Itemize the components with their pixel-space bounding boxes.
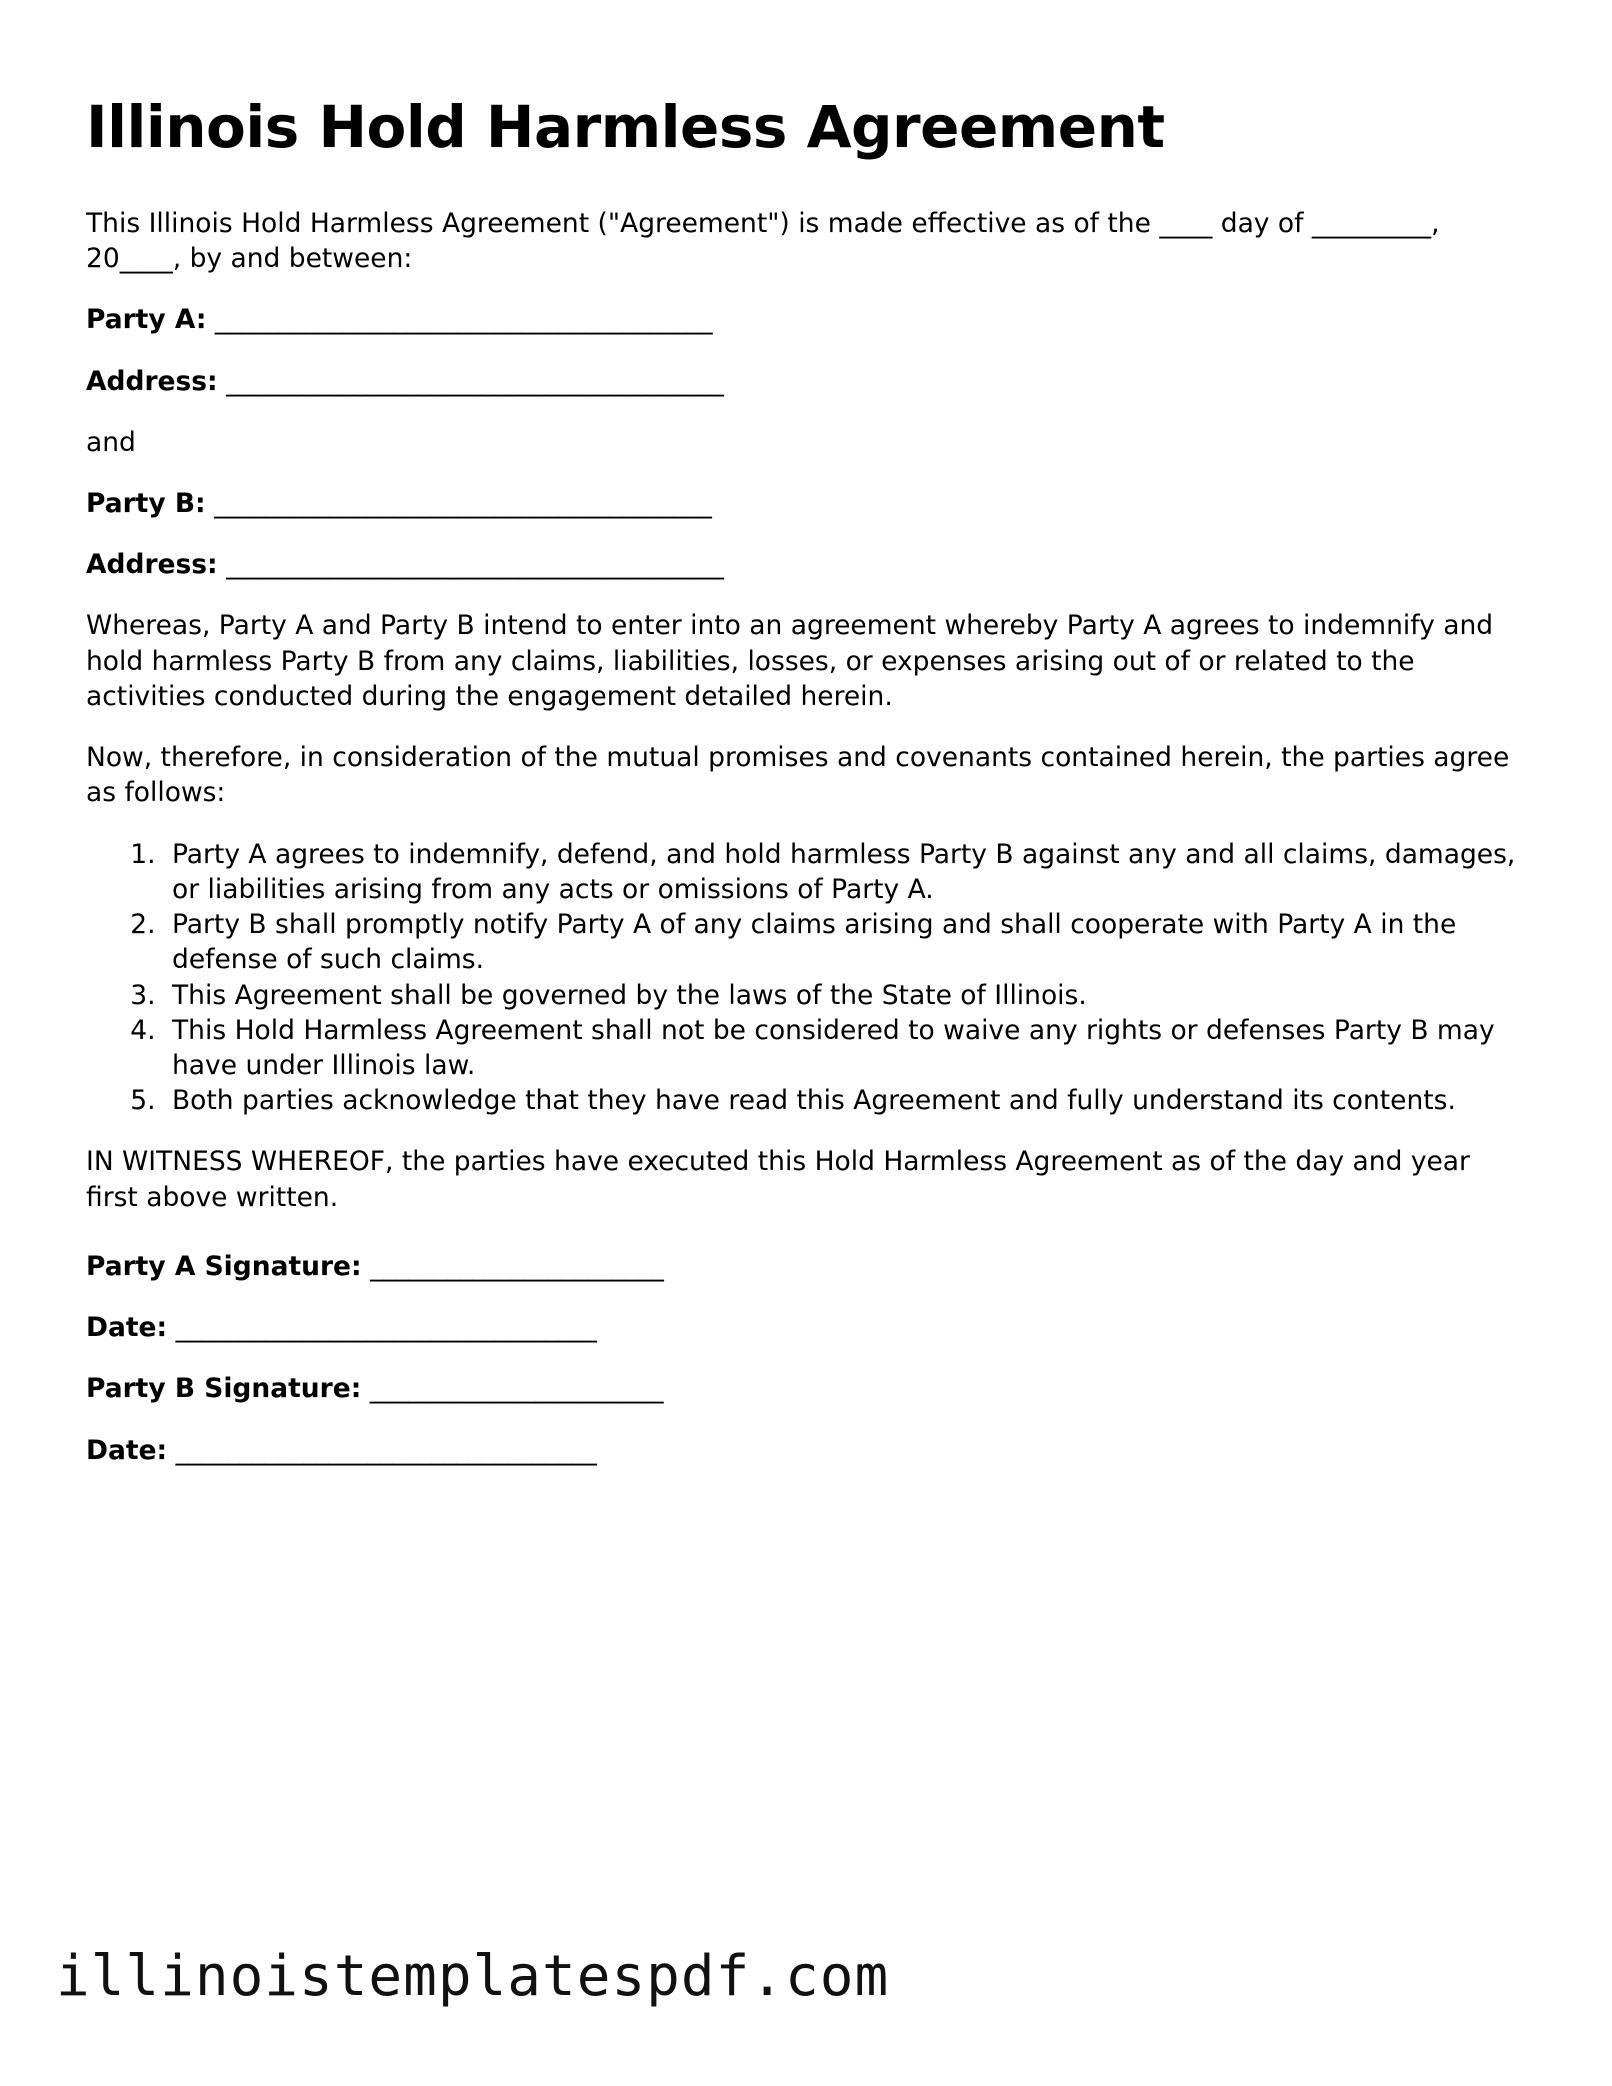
party-b-address-field [86, 547, 1516, 582]
party-b-signature-label: Party B Signature: [86, 1373, 362, 1405]
party-b-field [86, 486, 1516, 521]
party-a-address-input-line[interactable]: _______________________________________ [226, 365, 724, 397]
party-a-signature-label: Party A Signature: [86, 1250, 362, 1282]
footer-watermark: illinoistemplatespdf.com [56, 1944, 890, 2009]
list-item: 5. Both parties acknowledge that they have read this Agreement and fully understand its contents. [164, 1083, 1516, 1118]
party-b-input-line[interactable]: _______________________________________ [214, 487, 712, 519]
party-b-signature-field [86, 1371, 1516, 1406]
party-b-address-input-line[interactable]: _______________________________________ [226, 549, 724, 581]
party-b-date-label: Date: [86, 1434, 168, 1466]
party-b-address-label: Address: [86, 549, 218, 581]
intro-paragraph: This Illinois Hold Harmless Agreement ("Agreement") is made effective as of the ____ day of _________, 20____, by and between: [86, 207, 1440, 275]
now-therefore-paragraph: Now, therefore, in consideration of the mutual promises and covenants contained herein, the parties agree as follows: [86, 742, 1510, 809]
page-title: Illinois Hold Harmless Agreement [86, 93, 1165, 161]
party-a-date-input-line[interactable]: _________________________________ [175, 1312, 597, 1344]
party-a-date-field [86, 1310, 1516, 1345]
conjunction-and: and [86, 426, 136, 458]
list-item: 1. Party A agrees to indemnify, defend, and hold harmless Party B against any and all claims, damages, or liabilities arising from any acts or omissions of Party A. [164, 837, 1516, 907]
witness-paragraph: IN WITNESS WHEREOF, the parties have executed this Hold Harmless Agreement as of the day and year first above written. [86, 1146, 1470, 1213]
list-item: 2. Party B shall promptly notify Party A of any claims arising and shall cooperate with Party A in the defense of such claims. [164, 907, 1516, 977]
party-a-address-label: Address: [86, 365, 218, 397]
party-b-label: Party B: [86, 487, 206, 519]
party-a-signature-input-line[interactable]: _______________________ [370, 1250, 664, 1282]
party-a-label: Party A: [86, 304, 207, 336]
terms-list [86, 837, 1516, 1119]
document-content [86, 93, 1516, 1494]
party-b-date-input-line[interactable]: _________________________________ [175, 1434, 597, 1466]
party-b-signature-input-line[interactable]: _______________________ [369, 1373, 664, 1405]
party-b-date-field [86, 1433, 1516, 1468]
party-a-signature-field [86, 1249, 1516, 1284]
party-a-address-field [86, 364, 1516, 399]
signature-block [86, 1249, 1516, 1468]
list-item: 4. This Hold Harmless Agreement shall not be considered to waive any rights or defenses Party B may have under Illinois law. [164, 1013, 1516, 1083]
party-a-field [86, 302, 1516, 337]
party-a-date-label: Date: [86, 1312, 168, 1344]
list-item: 3. This Agreement shall be governed by the laws of the State of Illinois. [164, 978, 1516, 1013]
whereas-paragraph: Whereas, Party A and Party B intend to enter into an agreement whereby Party A agrees to indemnify and hold harmless Party B from any claims, liabilities, losses, or expenses arising out of or related to the activities conducted during the engagement detailed herein. [86, 610, 1494, 712]
party-a-input-line[interactable]: _______________________________________ [214, 304, 713, 336]
